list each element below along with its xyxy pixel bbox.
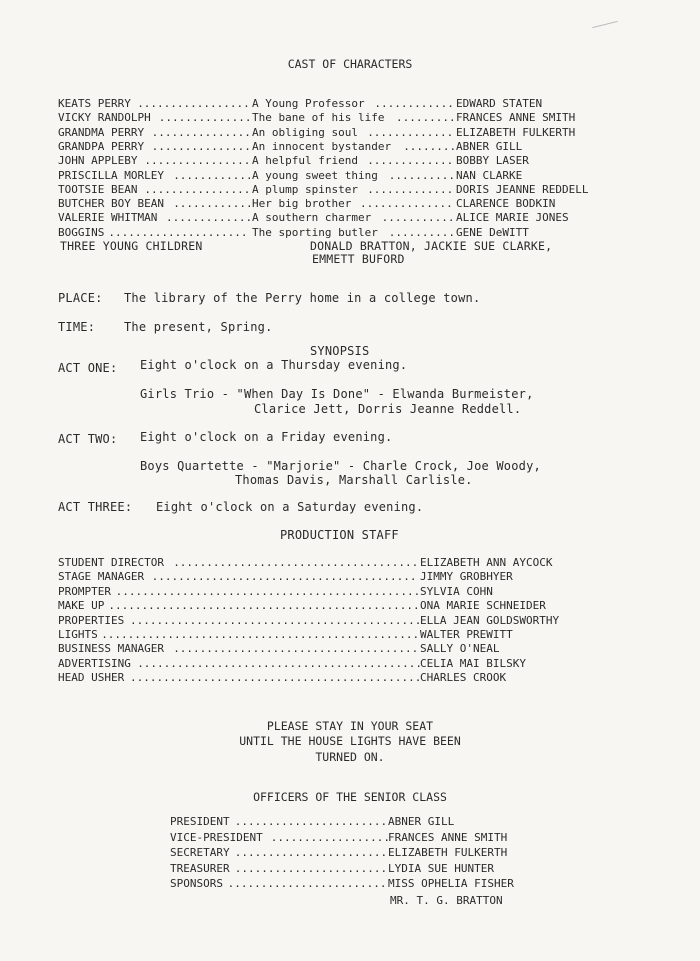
time-text: The present, Spring. [124,320,273,334]
pencil-mark [592,21,617,28]
cast-actor: ALICE MARIE JONES [456,211,569,225]
cast-role: VICKY RANDOLPH [58,111,151,125]
place-text: The library of the Perry home in a college town. [124,291,481,305]
cast-role: TOOTSIE BEAN [58,182,138,196]
cast-role: GRANDMA PERRY [58,125,145,139]
leader-dots: ................ [144,154,251,168]
officer-name: ABNER GILL [388,815,455,828]
staff-role: STAGE MANAGER [58,570,145,584]
leader-dots: .............................................. [115,584,421,598]
time-label: TIME: [58,320,96,334]
leader-dots: ......... [396,111,456,125]
cast-description: An obliging soul [252,125,358,139]
staff-name: SALLY O'NEAL [420,642,500,656]
officer-role: PRESIDENT [170,815,230,828]
leader-dots: ....................... [234,846,388,859]
cast-role: BOGGINS [58,225,105,239]
leader-dots: .......... [388,225,456,239]
officer-role: SECRETARY [170,846,230,859]
notice-line-2: UNTIL THE HOUSE LIGHTS HAVE BEEN [239,734,461,748]
cast-actor: GENE DeWITT [456,225,529,239]
staff-name: CHARLES CROOK [420,671,507,685]
staff-role: PROPERTIES [58,613,125,627]
cast-title: CAST OF CHARACTERS [287,57,413,71]
officer-name: ELIZABETH FULKERTH [388,846,508,859]
staff-role: LIGHTS [58,628,98,641]
children-line2: EMMETT BUFORD [312,252,405,266]
cast-description: The bane of his life [252,111,385,125]
leader-dots: .............. [158,111,252,125]
staff-name: WALTER PREWITT [420,628,513,641]
officer-name: LYDIA SUE HUNTER [388,861,494,875]
leader-dots: .............. [360,197,453,211]
staff-name: ELLA JEAN GOLDSWORTHY [420,613,560,627]
officer-name: MISS OPHELIA FISHER [388,877,514,890]
leader-dots: ............... [151,125,251,139]
act-two-label: ACT TWO: [58,432,118,446]
leader-dots: ............ [173,197,253,211]
staff-role: HEAD USHER [58,671,125,685]
staff-name: SYLVIA COHN [420,584,493,598]
officer-role: TREASURER [170,861,230,875]
cast-role: BUTCHER BOY BEAN [58,197,164,211]
leader-dots: ............................................ [130,613,422,627]
cast-description: The sporting butler [252,225,378,239]
leader-dots: ............. [166,211,253,225]
leader-dots: .......... [388,168,456,182]
cast-description: Her big brother [252,197,352,211]
leader-dots: ....................... [234,815,388,828]
staff-role: MAKE UP [58,599,105,613]
synopsis-title: SYNOPSIS [310,344,370,358]
leader-dots: ............. [367,125,454,139]
leader-dots: ..................................... [173,642,419,656]
act-one-text: Eight o'clock on a Thursday evening. [140,358,408,372]
children-line1: DONALD BRATTON, JACKIE SUE CLARKE, [310,239,553,253]
staff-role: ADVERTISING [58,656,131,670]
staff-name: JIMMY GROBHYER [420,570,513,584]
place-label: PLACE: [58,291,103,305]
cast-actor: ABNER GILL [456,139,523,153]
cast-actor: BOBBY LASER [456,154,529,168]
cast-description: A plump spinster [252,182,358,196]
notice-line-1: PLEASE STAY IN YOUR SEAT [266,719,434,733]
act-one-label: ACT ONE: [58,361,118,375]
officer-role: VICE-PRESIDENT [170,830,263,844]
leader-dots: ................ [144,182,251,196]
leader-dots: ............................................... [108,599,420,613]
leader-dots: ............................................ [130,671,422,685]
staff-name: CELIA MAI BILSKY [420,656,526,670]
leader-dots: ............. [367,154,454,168]
cast-description: A southern charmer [252,211,372,225]
staff-name: ONA MARIE SCHNEIDER [420,599,546,613]
leader-dots: ..................... [108,225,248,239]
staff-role: BUSINESS MANAGER [58,642,164,656]
cast-actor: CLARENCE BODKIN [456,197,556,211]
cast-actor: NAN CLARKE [456,168,523,182]
officer-role: SPONSORS [170,877,223,890]
officer-name: FRANCES ANNE SMITH [388,830,508,844]
cast-actor: EDWARD STATEN [456,97,543,110]
leader-dots: ..................................... [173,556,419,569]
notice-line-3: TURNED ON. [315,750,385,764]
cast-description: An innocent bystander [252,139,392,153]
leader-dots: .................. [270,830,391,844]
cast-description: A helpful friend [252,154,358,168]
staff-name: ELIZABETH ANN AYCOCK [420,556,553,569]
act-three-label: ACT THREE: [58,500,133,514]
leader-dots: ................................................ [101,628,420,641]
staff-title: PRODUCTION STAFF [280,528,399,542]
leader-dots: ............ [173,168,253,182]
leader-dots: ............. [367,182,454,196]
children-role: THREE YOUNG CHILDREN [60,239,203,253]
leader-dots: ........................................... [137,656,422,670]
cast-description: A young sweet thing [252,168,378,182]
leader-dots: ................. [137,97,250,110]
cast-role: PRISCILLA MORLEY [58,168,164,182]
act-one-extra-1: Girls Trio - "When Day Is Done" - Elwanda Burmeister, [140,387,534,401]
cast-actor: DORIS JEANNE REDDELL [456,182,589,196]
cast-actor: ELIZABETH FULKERTH [456,125,576,139]
leader-dots: ........................................ [151,570,417,584]
act-one-extra-2: Clarice Jett, Dorris Jeanne Reddell. [254,402,522,416]
cast-role: KEATS PERRY [58,97,131,110]
leader-dots: ............ [374,97,454,110]
officers-title: OFFICERS OF THE SENIOR CLASS [253,790,447,804]
leader-dots: ....................... [234,861,388,875]
staff-role: STUDENT DIRECTOR [58,556,164,569]
cast-actor: FRANCES ANNE SMITH [456,111,576,125]
cast-description: A Young Professor [252,97,365,110]
cast-role: JOHN APPLEBY [58,154,138,168]
act-three-text: Eight o'clock on a Saturday evening. [156,500,424,514]
staff-role: PROMPTER [58,584,111,598]
leader-dots: ............... [151,139,251,153]
act-two-extra-2: Thomas Davis, Marshall Carlisle. [235,473,473,487]
sponsor-2: MR. T. G. BRATTON [390,894,503,907]
cast-role: VALERIE WHITMAN [58,211,158,225]
cast-role: GRANDPA PERRY [58,139,145,153]
leader-dots: ........ [403,139,457,153]
leader-dots: ........................ [227,877,387,890]
leader-dots: ........... [381,211,455,225]
act-two-text: Eight o'clock on a Friday evening. [140,430,393,444]
act-two-extra-1: Boys Quartette - "Marjorie" - Charle Crock, Joe Woody, [140,459,541,473]
